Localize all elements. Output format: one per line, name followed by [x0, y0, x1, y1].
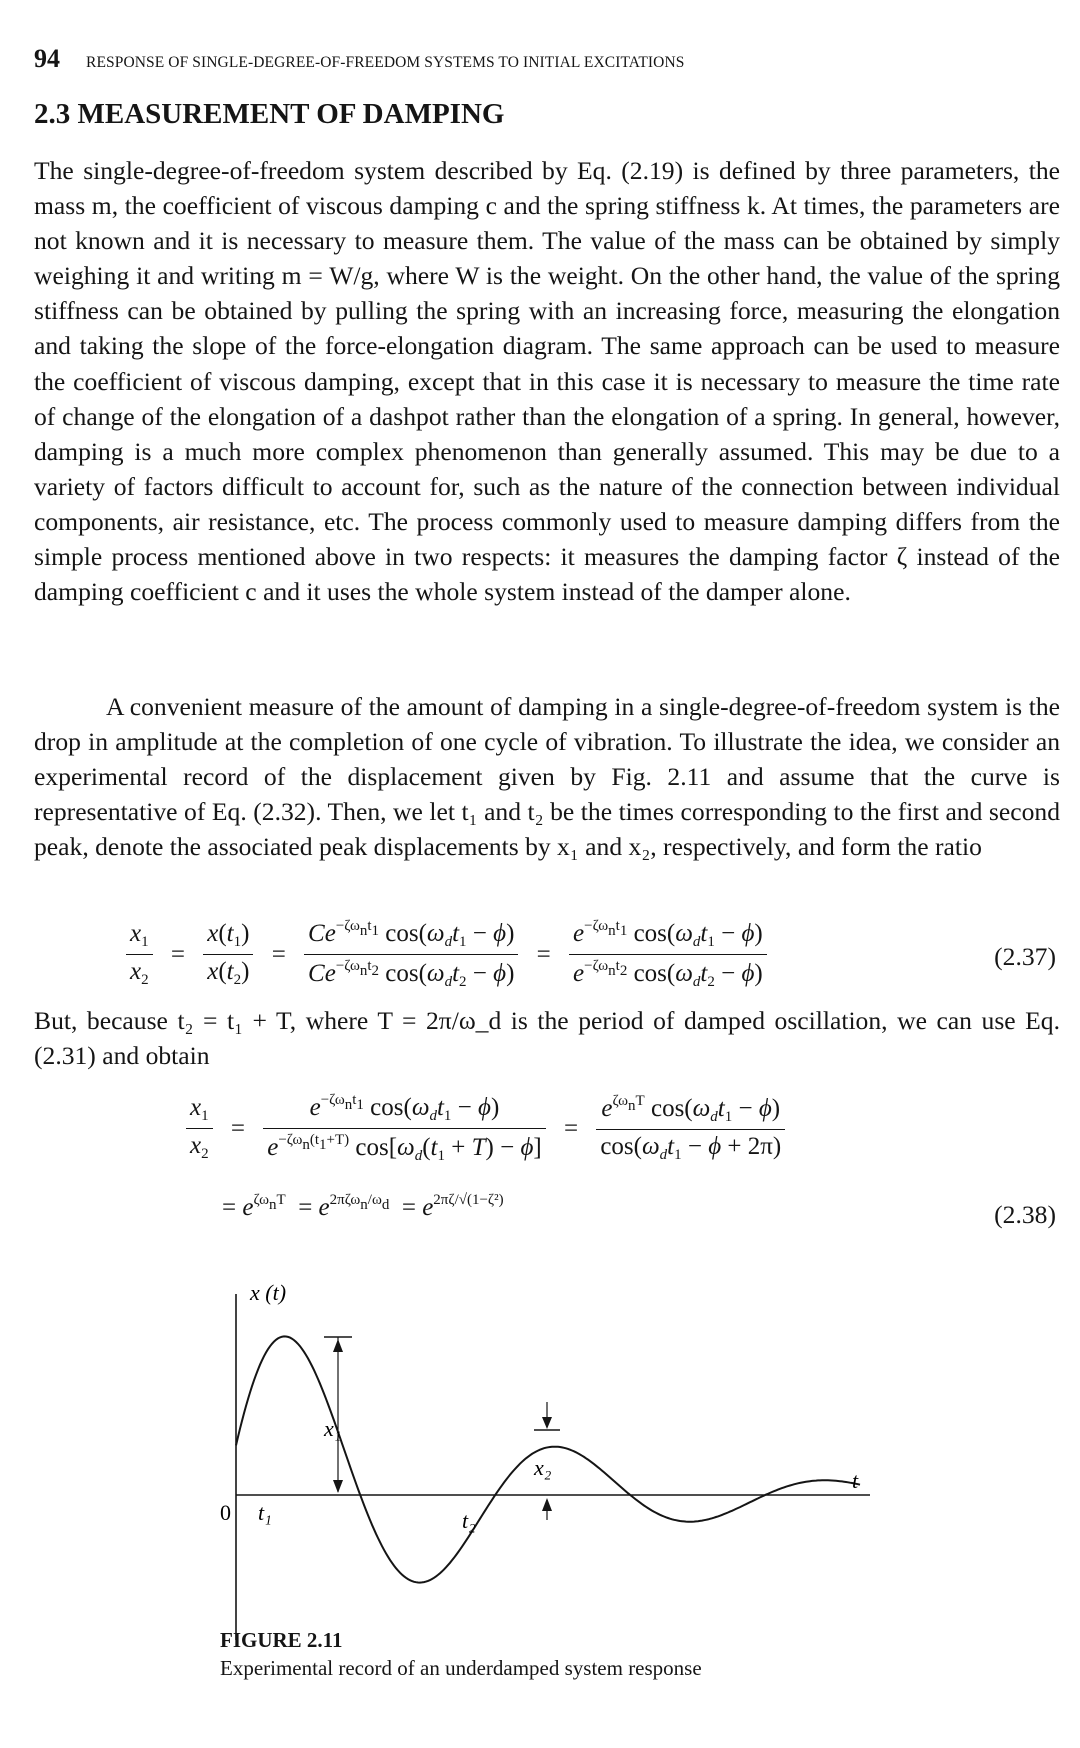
figure-2-11-plot: [200, 1270, 880, 1650]
paragraph-3: [34, 1003, 1060, 1073]
paragraph-3-text: But, because t₂ = t₁ + T, where T = 2π/ω_d is the period of damped oscillation, we can use Eq. (2.31) and obtain: [34, 1006, 1060, 1071]
page-number: 94: [34, 44, 60, 73]
origin-label: 0: [220, 1500, 231, 1525]
x2-top-arrow: [542, 1417, 552, 1429]
page-header: [34, 44, 1044, 74]
figure-caption: [220, 1626, 702, 1682]
paragraph-2: [34, 689, 1060, 864]
equation-2-38-line-2: = $e^{\zeta\omega_nT} = e^{2\pi\zeta\omega_n/\omega_d} = e^{2\pi\zeta/√(1-\zeta^2)}$: [222, 1192, 504, 1221]
running-title: RESPONSE OF SINGLE-DEGREE-OF-FREEDOM SYSTEMS TO INITIAL EXCITATIONS: [86, 54, 685, 71]
y-axis-label: x (t): [250, 1280, 287, 1305]
equation-2-38-line-1: $\frac{x_1}{x_2}$ = $\frac{e^{-\zeta\omega_nt_1} \cos(\omega_dt_1 - \phi)}{e^{-\zeta\omega_n(t_1+T)} \cos[\omega_d(t_1 + T) - \phi]}$ = $\frac{e^{\zeta\omega_nT} \cos(\omega_dt_1 - \phi)}{\cos(\omega_dt_1 - \phi + 2\pi)}$: [186, 1092, 785, 1165]
paragraph-1: [34, 153, 1060, 609]
equation-2-37: $\frac{x_1}{x_2}$ = $\frac{x(t_1)}{x(t_2)}$ = $\frac{Ce^{-\zeta\omega_nt_1} \cos(\omega_dt_1 - \phi)}{Ce^{-\zeta\omega_nt_2} \cos(\omega_dt_2 - \phi)}$ = $\frac{e^{-\zeta\omega_nt_1} \cos(\omega_dt_1 - \phi)}{e^{-\zeta\omega_nt_2} \cos(\omega_dt_2 - \phi)}$: [126, 918, 767, 991]
x2-bottom-arrow: [542, 1498, 552, 1511]
paragraph-2-text: A convenient measure of the amount of damping in a single-degree-of-freedom system is the drop in amplitude at the completion of one cycle of vibration. To illustrate the idea, we consider an experimental record of the displacement given by Fig. 2.11 and assume that the curve is representative of Eq. (2.32). Then, we let t₁ and t₂ be the times corresponding to the first and second peak, denote the associated peak displacements by x₁ and x₂, respectively, and form the ratio: [34, 692, 1060, 862]
paragraph-1-text: The single-degree-of-freedom system described by Eq. (2.19) is defined by three parameters, the mass m, the coefficient of viscous damping c and the spring stiffness k. At times, the parameters are not known and it is necessary to measure them. The value of the mass can be obtained by simply weighing it and writing m = W/g, where W is the weight. On the other hand, the value of the spring stiffness can be obtained by pulling the spring with an increasing force, measuring the elongation and taking the slope of the force-elongation diagram. The same approach can be used to measure the coefficient of viscous damping, except that in this case it is necessary to measure the time rate of change of the elongation of a dashpot rather than the elongation of a spring. In general, however, damping is a much more complex phenomenon than generally assumed. This may be due to a variety of factors difficult to account for, such as the nature of the connection between individual components, air resistance, etc. The process commonly used to measure damping differs from the simple process mentioned above in two respects: it measures the damping factor ζ instead of the damping coefficient c and it uses the whole system instead of the damper alone.: [34, 156, 1060, 607]
figure-label: FIGURE 2.11: [220, 1628, 343, 1652]
t2-label: t₂: [462, 1508, 476, 1533]
figure-caption-text: Experimental record of an underdamped system response: [220, 1656, 702, 1680]
x2-label: x₂: [534, 1455, 552, 1480]
equation-2-37-number: (2.37): [994, 942, 1056, 971]
equation-2-38-number: (2.38): [994, 1200, 1056, 1229]
t1-label: t₁: [258, 1500, 272, 1525]
x1-top-arrow: [333, 1339, 343, 1352]
t-axis-label: t: [852, 1468, 859, 1493]
x1-bottom-arrow: [333, 1480, 343, 1493]
section-title: 2.3 MEASUREMENT OF DAMPING: [34, 98, 505, 130]
x1-label: x₁: [324, 1416, 342, 1441]
